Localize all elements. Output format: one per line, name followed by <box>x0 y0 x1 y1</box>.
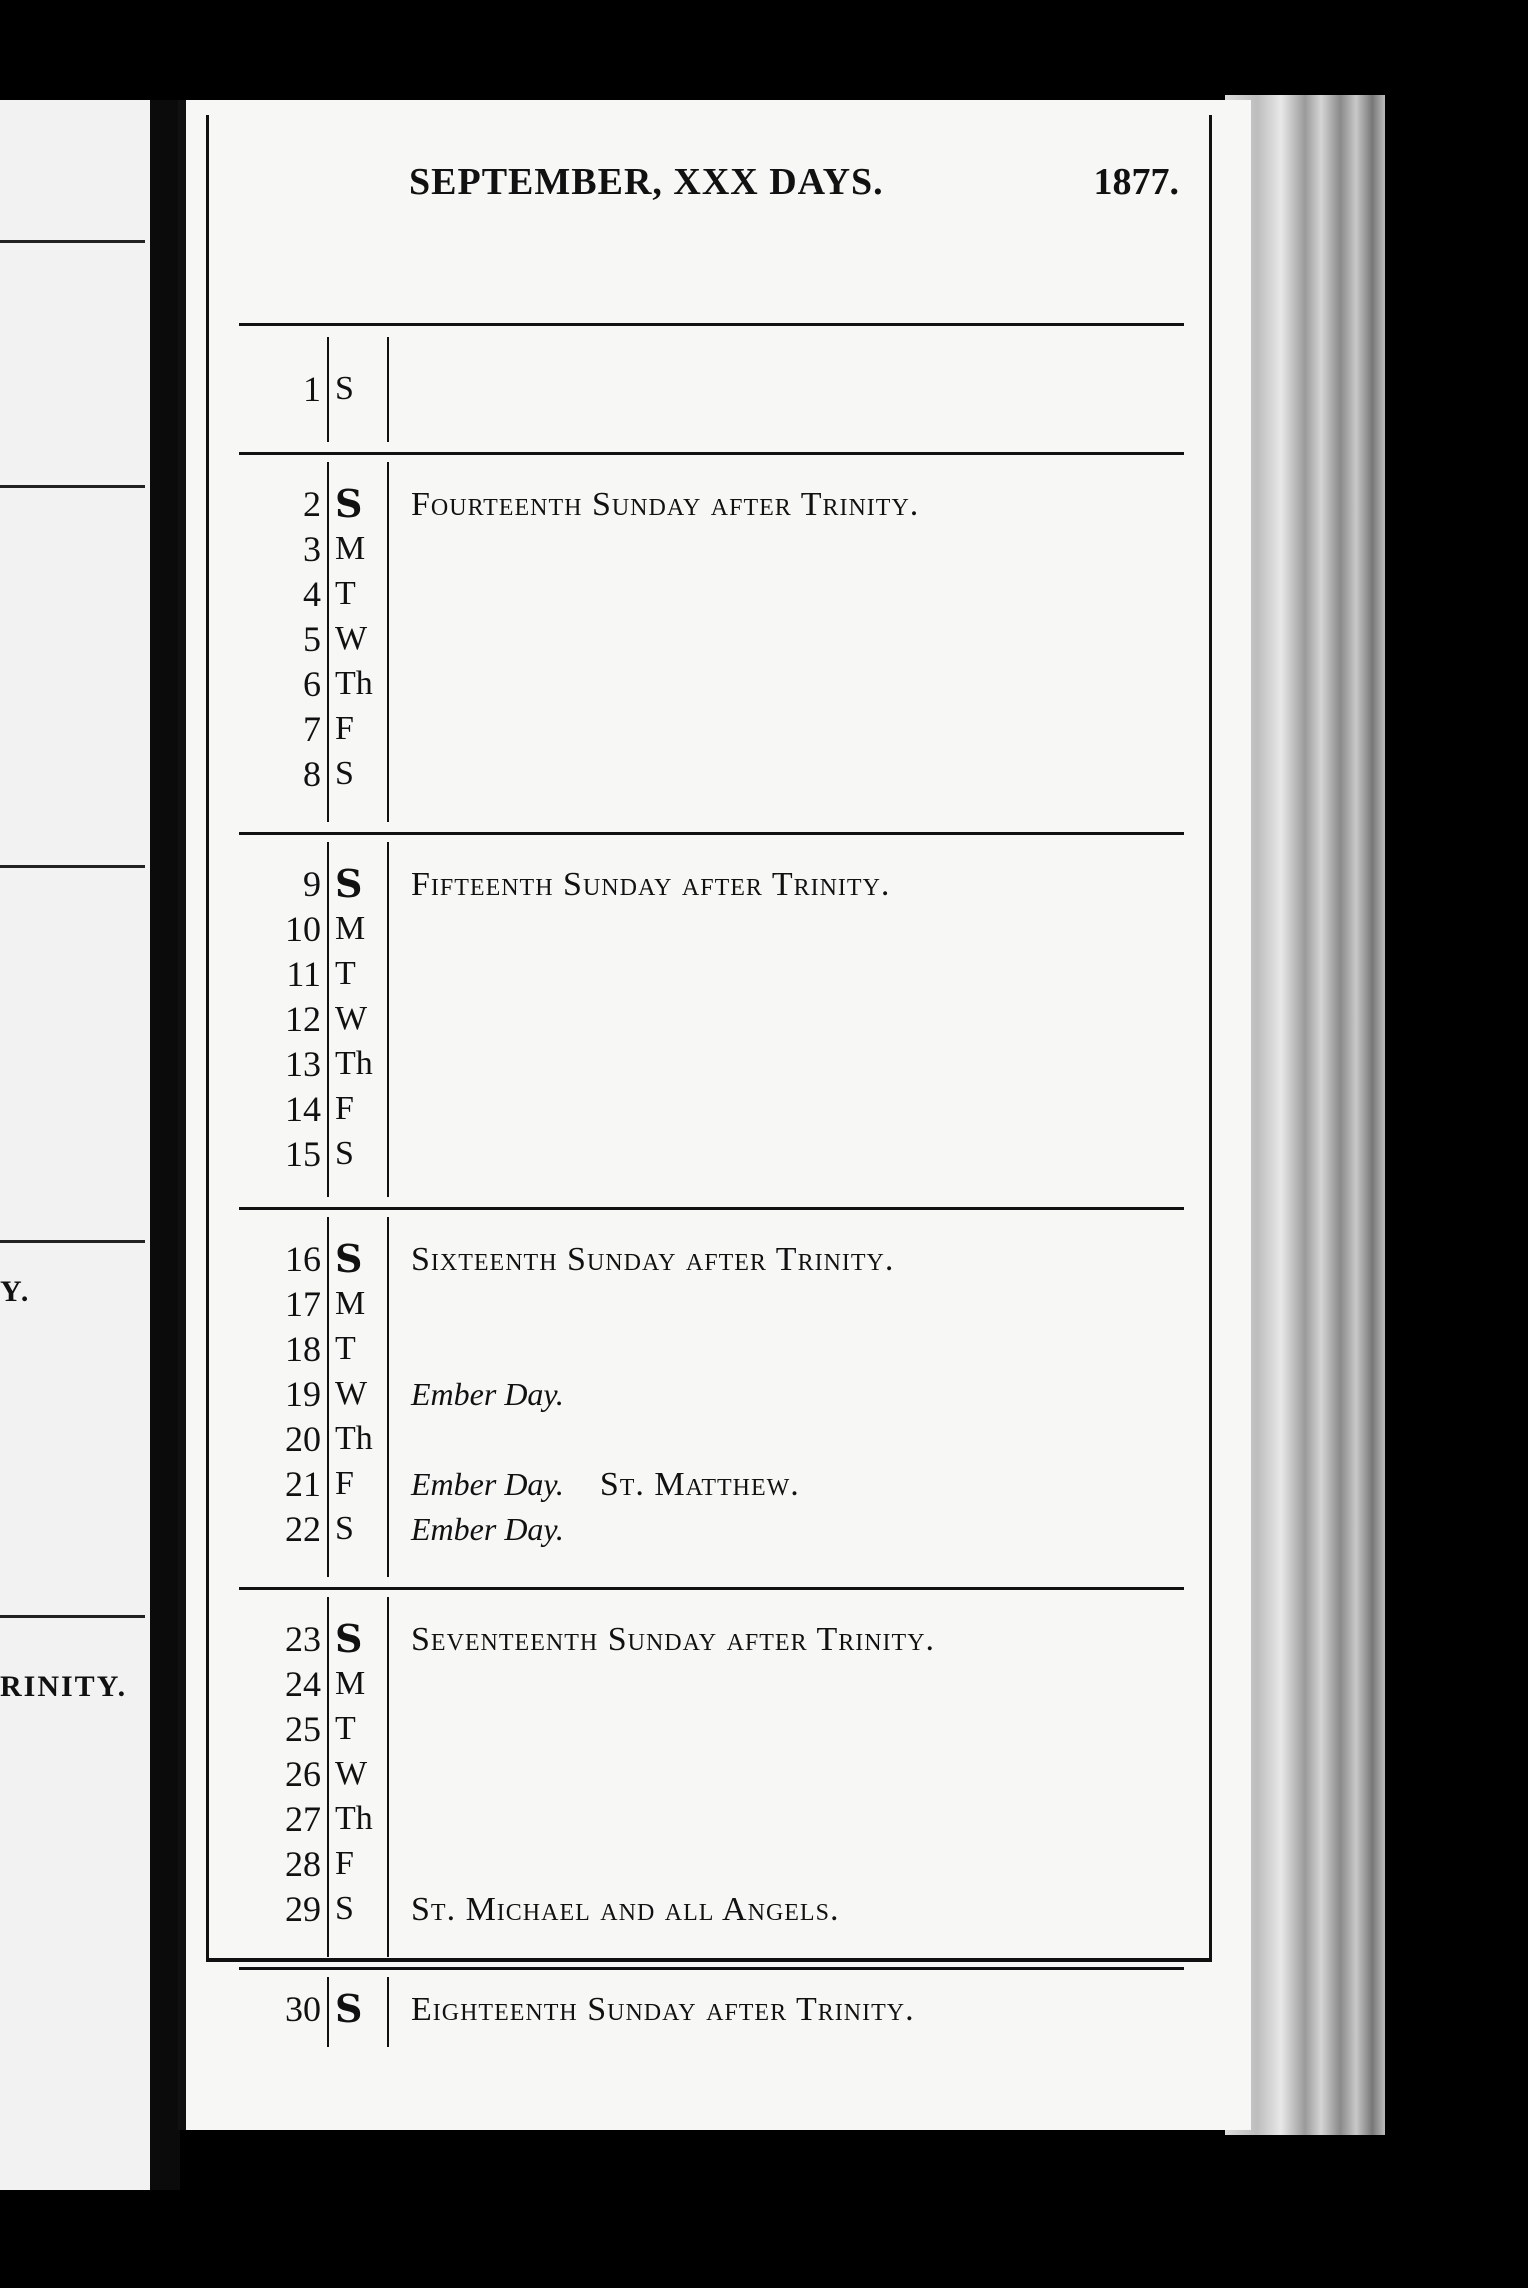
day-number: 7 <box>303 709 321 749</box>
day-notes <box>411 1887 1184 1932</box>
weekday-letter: T <box>335 1710 356 1747</box>
day-row <box>239 1662 1184 1706</box>
day-row <box>239 1282 1184 1326</box>
day-row <box>239 617 1184 661</box>
day-row <box>239 707 1184 751</box>
left-page-fragment: RINITY. <box>0 1670 128 1703</box>
day-row <box>239 1087 1184 1131</box>
day-row <box>239 1752 1184 1796</box>
day-row <box>239 1042 1184 1086</box>
year-label: 1877. <box>1093 161 1179 203</box>
day-row <box>239 907 1184 951</box>
day-number: 10 <box>285 909 321 949</box>
day-row <box>239 1462 1184 1506</box>
day-number: 29 <box>285 1889 321 1929</box>
sunday-letter: S <box>335 1236 363 1281</box>
weekday-letter: S <box>335 1510 354 1547</box>
day-row <box>239 1327 1184 1371</box>
day-row <box>239 862 1184 906</box>
day-number: 16 <box>285 1239 321 1279</box>
day-row <box>239 1372 1184 1416</box>
week-block <box>239 327 1184 455</box>
day-row <box>239 662 1184 706</box>
month-title: SEPTEMBER, XXX DAYS. <box>409 161 884 203</box>
weekday-letter: F <box>335 710 354 747</box>
day-number: 22 <box>285 1509 321 1549</box>
day-number: 2 <box>303 484 321 524</box>
week-block <box>239 1587 1184 1970</box>
sunday-letter: S <box>335 1616 363 1661</box>
day-row <box>239 367 1184 411</box>
day-number: 4 <box>303 574 321 614</box>
day-number: 3 <box>303 529 321 569</box>
day-number: 12 <box>285 999 321 1039</box>
feast-note: Eighteenth Sunday after Trinity. <box>411 1991 915 2028</box>
day-number: 8 <box>303 754 321 794</box>
week-block <box>239 1967 1184 2057</box>
weekday-letter: S <box>335 370 354 407</box>
feast-note-italic: Ember Day. <box>411 1466 564 1502</box>
weekday-letter: T <box>335 575 356 612</box>
day-number: 17 <box>285 1284 321 1324</box>
feast-note-italic: Ember Day. <box>411 1376 564 1412</box>
page-frame <box>206 115 1212 2031</box>
weekday-letter: Th <box>335 1800 373 1837</box>
day-notes <box>411 1237 1184 1282</box>
day-row <box>239 1417 1184 1461</box>
day-row <box>239 752 1184 796</box>
feast-note: Fifteenth Sunday after Trinity. <box>411 866 891 903</box>
sunday-letter: S <box>335 1986 363 2031</box>
feast-note: Seventeenth Sunday after Trinity. <box>411 1621 936 1658</box>
weekday-letter: T <box>335 955 356 992</box>
left-page-rule <box>0 240 145 243</box>
day-number: 26 <box>285 1754 321 1794</box>
day-row <box>239 482 1184 526</box>
day-row <box>239 997 1184 1041</box>
day-number: 25 <box>285 1709 321 1749</box>
calendar-page <box>178 100 1251 2130</box>
weekday-letter: F <box>335 1465 354 1502</box>
weekday-letter: Th <box>335 665 373 702</box>
weekday-letter: S <box>335 1135 354 1172</box>
book-gutter <box>150 100 180 2190</box>
day-row <box>239 1132 1184 1176</box>
header-rule <box>239 323 1184 326</box>
weekday-letter: S <box>335 755 354 792</box>
week-block <box>239 452 1184 835</box>
day-row <box>239 1842 1184 1886</box>
day-row <box>239 572 1184 616</box>
feast-note-italic: Ember Day. <box>411 1511 564 1547</box>
feast-note: St. Michael and all Angels. <box>411 1891 840 1928</box>
page-header <box>209 160 1209 210</box>
day-number: 30 <box>285 1989 321 2029</box>
day-number: 15 <box>285 1134 321 1174</box>
day-number: 13 <box>285 1044 321 1084</box>
day-row <box>239 527 1184 571</box>
day-notes <box>411 862 1184 907</box>
feast-note: Sixteenth Sunday after Trinity. <box>411 1241 895 1278</box>
weekday-letter: W <box>335 620 368 657</box>
day-number: 20 <box>285 1419 321 1459</box>
day-row <box>239 1507 1184 1551</box>
day-row <box>239 1707 1184 1751</box>
day-number: 18 <box>285 1329 321 1369</box>
day-number: 6 <box>303 664 321 704</box>
weekday-letter: F <box>335 1845 354 1882</box>
weekday-letter: S <box>335 1890 354 1927</box>
day-number: 24 <box>285 1664 321 1704</box>
left-page-rule <box>0 485 145 488</box>
week-block <box>239 832 1184 1210</box>
day-number: 19 <box>285 1374 321 1414</box>
week-block <box>239 1207 1184 1590</box>
day-notes <box>411 1987 1184 2032</box>
weekday-letter: M <box>335 910 366 947</box>
day-row <box>239 1237 1184 1281</box>
weekday-letter: W <box>335 1000 368 1037</box>
weekday-letter: Th <box>335 1045 373 1082</box>
day-notes <box>411 1617 1184 1662</box>
weekday-letter: M <box>335 530 366 567</box>
feast-note: Fourteenth Sunday after Trinity. <box>411 486 920 523</box>
left-page-rule <box>0 865 145 868</box>
weekday-letter: M <box>335 1665 366 1702</box>
day-notes <box>411 1462 1184 1507</box>
day-number: 28 <box>285 1844 321 1884</box>
day-notes <box>411 482 1184 527</box>
day-row <box>239 1887 1184 1931</box>
weekday-letter: F <box>335 1090 354 1127</box>
day-number: 21 <box>285 1464 321 1504</box>
weekday-letter: M <box>335 1285 366 1322</box>
sunday-letter: S <box>335 861 363 906</box>
day-number: 11 <box>286 954 321 994</box>
left-page-rule <box>0 1240 145 1243</box>
feast-note: St. Matthew. <box>599 1466 800 1503</box>
weekday-letter: Th <box>335 1420 373 1457</box>
day-row <box>239 952 1184 996</box>
left-page-fragment: Y. <box>0 1275 31 1308</box>
sunday-letter: S <box>335 481 363 526</box>
day-number: 9 <box>303 864 321 904</box>
day-notes <box>411 1507 1184 1551</box>
day-number: 23 <box>285 1619 321 1659</box>
weekday-letter: W <box>335 1755 368 1792</box>
day-row <box>239 1987 1184 2031</box>
day-number: 14 <box>285 1089 321 1129</box>
day-number: 27 <box>285 1799 321 1839</box>
day-number: 5 <box>303 619 321 659</box>
day-number: 1 <box>303 369 321 409</box>
day-notes <box>411 1372 1184 1416</box>
day-row <box>239 1617 1184 1661</box>
left-page-rule <box>0 1615 145 1618</box>
weekday-letter: T <box>335 1330 356 1367</box>
weekday-letter: W <box>335 1375 368 1412</box>
day-row <box>239 1797 1184 1841</box>
left-facing-page <box>0 100 150 2190</box>
